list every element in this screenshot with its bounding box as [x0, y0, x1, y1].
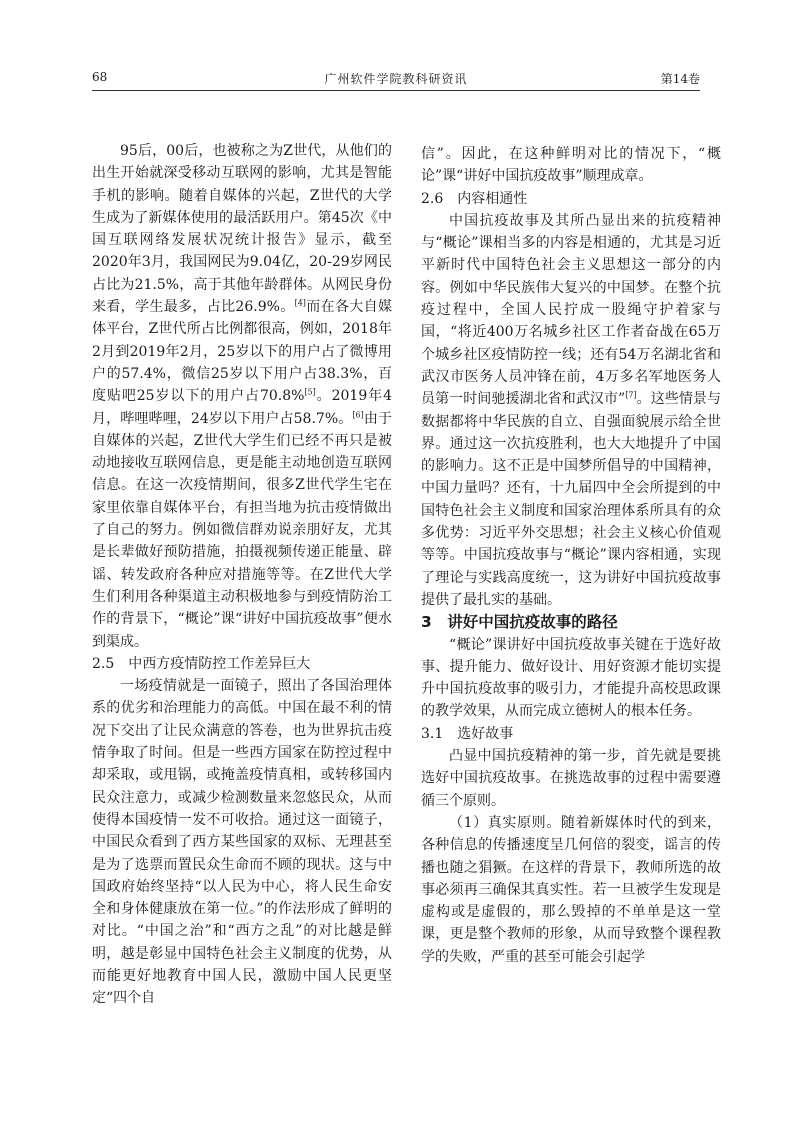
- section-heading-2-6: 2.6 内容相通性: [421, 190, 528, 207]
- paragraph-continued: 信”。因此，在这种鲜明对比的情况下，“概论”课“讲好中国抗疫故事”顺理成章。: [421, 146, 721, 185]
- journal-title: 广州软件学院教科研资讯: [324, 72, 468, 86]
- text-run: 。2019年4月，哔哩哔哩，24岁以下用户占58.7%。: [92, 388, 392, 427]
- section-heading-2-5: 2.5 中西方疫情防控工作差异巨大: [92, 655, 311, 672]
- page-number: 68: [92, 70, 108, 84]
- citation-4: [4]: [294, 298, 306, 308]
- text-run: 而在各大自媒体平台，Z世代所占比例都很高，例如，2018年2月到2019年2月，25岁以下的用户占了微博用户的57.4%，微信25岁以下用户占38.3%，百度贴吧25岁以下的用户占70.8%: [92, 299, 392, 405]
- paragraph-truth-principle: （1）真实原则。随着新媒体时代的到来，各种信息的传播速度呈几何倍的裂变，谣言的传播也随之猖獗。在这样的背景下，教师所选的故事必须再三确保其真实性。若一旦被学生发现是虚构或是虚假的，那么毁掉的不单单是这一堂课，更是整个教师的形象，从而导致整个课程教学的失败，严重的甚至可能会引起学: [421, 814, 721, 965]
- paragraph-content-link: [421, 210, 721, 611]
- paragraph-path-intro: “概论”课讲好中国抗疫故事关键在于选好故事、提升能力、做好设计、用好资源才能切实提升中国抗疫故事的吸引力，才能提升高校思政课的教学效果，从而完成立德树人的根本任务。: [421, 636, 721, 720]
- text-run: 。这些情景与数据都将中华民族的自立、自强面貌展示给全世界。通过这一次抗疫胜利，也大大地提升了中国的影响力。这不正是中国梦所倡导的中国精神，中国力量吗？还有，十九届四中全会所提到的中国特色社会主义制度和国家治理体系所具有的众多优势：习近平外交思想；社会主义核心价值观等等。中国抗疫故事与“概论”课内容相通，实现了理论与实践高度统一，这为讲好中国抗疫故事提供了最扎实的基础。: [421, 391, 721, 608]
- right-column: [421, 143, 721, 968]
- text-run: 中国抗疫故事及其所凸显出来的抗疫精神与“概论”课相当多的内容是相通的，尤其是习近平新时代中国特色社会主义思想这一部分的内容。例如中华民族伟大复兴的中国梦。在整个抗疫过程中，全国人民拧成一股绳守护着家与国，“将近400万名城乡社区工作者奋战在65万个城乡社区疫情防控一线；还有54万名湖北省和武汉市医务人员冲锋在前，4万多名军地医务人员第一时间驰援湖北省和武汉市”: [421, 212, 721, 408]
- section-heading-3-1: 3.1 选好故事: [421, 725, 514, 742]
- volume-label: 第14卷: [660, 72, 700, 86]
- section-heading-3: 3 讲好中国抗疫故事的路径: [421, 613, 618, 632]
- citation-6: [6]: [352, 409, 364, 419]
- paragraph-east-west: 一场疫情就是一面镜子，照出了各国治理体系的优劣和治理能力的高低。中国在最不利的情况下交出了让民众满意的答卷，也为世界抗击疫情争取了时间。但是一些西方国家在防控过程中却采取，或甩锅，或掩盖疫情真相，或转移国内民众注意力，或减少检测数量来忽悠民众，从而使得本国疫情一发不可收拾。通过这一面镜子，中国民众看到了西方某些国家的双标、无理甚至是为了选票而置民众生命而不顾的现状。这与中国政府始终坚持“以人民为中心，将人民生命安全和身体健康放在第一位。”的作法形成了鲜明的对比。“中国之治”和“西方之乱”的对比越是鲜明，越是彰显中国特色社会主义制度的优势，从而能更好地教育中国人民，激励中国人民更坚定“四个自: [92, 678, 392, 1007]
- text-run: 由于自媒体的兴起，Z世代大学生们已经不再只是被动地接收互联网信息，更是能主动地创造互联网信息。在这一次疫情期间，很多Z世代学生宅在家里依靠自媒体平台，有担当地为抗击疫情做出了自己的努力。例如微信群劝说亲朋好友，尤其是长辈做好预防措施，拍摄视频传递正能量、辟谣、转发政府各种应对措施等等。在Z世代大学生们利用各种渠道主动积极地参与到疫情防治工作的背景下，“概论”课“讲好中国抗疫故事”便水到渠成。: [92, 410, 392, 650]
- citation-7: [7]: [625, 390, 637, 400]
- paragraph-select-story: 凸显中国抗疫精神的第一步，首先就是要挑选好中国抗疫故事。在挑选故事的过程中需要遵循三个原则。: [421, 748, 721, 809]
- citation-5: [5]: [304, 387, 316, 397]
- left-column: [92, 140, 392, 1010]
- paragraph-z-generation: [92, 140, 392, 653]
- running-header: [92, 68, 700, 91]
- text-run: 95后，00后，也被称之为Z世代，从他们的出生开始就深受移动互联网的影响，尤其是智能手机的影响。随着自媒体的兴起，Z世代的大学生成为了新媒体使用的最活跃用户。第45次《中国互联网络发展状况统计报告》显示，截至2020年3月，我国网民为9.04亿，20-29岁网民占比为21.5%，高于其他年龄群体。从网民身份来看，学生最多，占比26.9%。: [92, 143, 392, 316]
